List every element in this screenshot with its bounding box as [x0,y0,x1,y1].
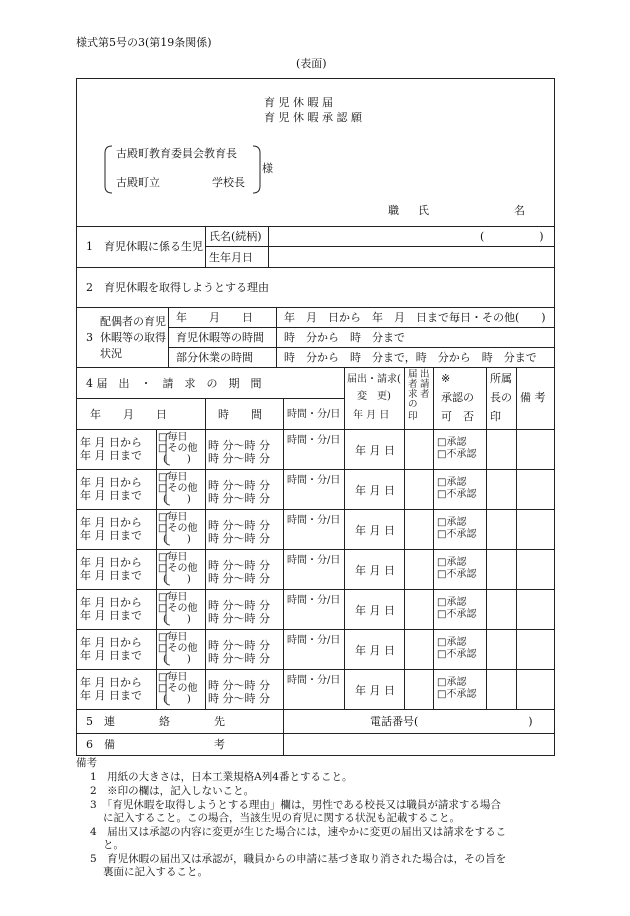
note-4b: と。 [103,839,124,851]
col-seal-2: 出 [420,369,430,380]
request-date: 年 月 日 [355,684,395,697]
time-range-1: 時 分～時 分 [208,639,270,652]
period-to: 年 月 日まで [80,449,142,462]
honorific: 様 [262,162,273,175]
spouse-partial-value: 時 分から 時 分まで，時 分から 時 分まで [284,351,537,364]
reject-checkbox[interactable]: □不承認 [437,689,477,700]
child-name-label: 氏名(続柄) [209,230,262,243]
reject-checkbox[interactable]: □不承認 [437,569,477,580]
other-checkbox[interactable]: □その他 [158,603,198,614]
spouse-section-num: 3 [86,331,93,344]
period-to: 年 月 日まで [80,689,142,702]
time-range-2: 時 分～時 分 [208,692,270,705]
col-head-header-1: 所属 [490,372,512,385]
period-to: 年 月 日まで [80,489,142,502]
other-paren: ( ) [163,614,191,625]
col-request-header-2: 変 更) [357,391,391,402]
spouse-time-label: 育児休暇等の時間 [176,331,264,344]
period-from: 年 月 日から [80,676,142,689]
applicant-position-label: 職 [388,204,399,217]
period-to: 年 月 日まで [80,529,142,542]
time-range-1: 時 分～時 分 [208,559,270,572]
col-head-header-2: 長の [490,391,512,404]
col-time-header: 時 間 [218,408,262,421]
reject-checkbox[interactable]: □不承認 [437,609,477,620]
other-paren: ( ) [163,494,191,505]
approve-checkbox[interactable]: □承認 [437,517,467,528]
reject-checkbox[interactable]: □不承認 [437,489,477,500]
note-5b: 裏面に記入すること。 [103,866,208,878]
addressee-principal: 学校長 [212,176,245,189]
daily-checkbox[interactable]: □毎日 [158,472,188,483]
hours-per-day: 時間・分/日 [287,635,341,646]
request-date: 年 月 日 [355,564,395,577]
applicant-name-suffix: 名 [514,204,525,217]
note-2: 2 ※印の欄は，記入しないこと。 [90,785,255,797]
other-paren: ( ) [163,654,191,665]
col-hours-header: 時間・分/日 [287,409,341,420]
period-header: 4 届 出 ・ 請 求 の 期 間 [86,377,262,390]
col-date-header: 年 月 日 [90,408,167,421]
child-section-label: 1 育児休暇に係る生児 [86,240,203,253]
time-range-1: 時 分～時 分 [208,599,270,612]
approve-checkbox[interactable]: □承認 [437,637,467,648]
request-date: 年 月 日 [355,604,395,617]
approve-checkbox[interactable]: □承認 [437,557,467,568]
time-range-2: 時 分～時 分 [208,532,270,545]
daily-checkbox[interactable]: □毎日 [158,592,188,603]
child-relation-field[interactable]: ( ) [480,230,544,243]
period-from: 年 月 日から [80,516,142,529]
hours-per-day: 時間・分/日 [287,555,341,566]
hours-per-day: 時間・分/日 [287,515,341,526]
period-to: 年 月 日まで [80,649,142,662]
other-paren: ( ) [163,534,191,545]
other-checkbox[interactable]: □その他 [158,563,198,574]
other-paren: ( ) [163,694,191,705]
time-range-1: 時 分～時 分 [208,679,270,692]
time-range-1: 時 分～時 分 [208,519,270,532]
spouse-label-3: 状況 [100,347,122,360]
approve-checkbox[interactable]: □承認 [437,437,467,448]
request-date: 年 月 日 [355,484,395,497]
time-range-1: 時 分～時 分 [208,479,270,492]
period-from: 年 月 日から [80,476,142,489]
period-from: 年 月 日から [80,556,142,569]
spouse-date-label: 年 月 日 [176,311,253,324]
spouse-time-value: 時 分から 時 分まで [284,331,405,344]
note-5a: 5 育児休暇の届出又は承認が，職員からの申請に基づき取り消された場合は，その旨を [90,853,507,865]
other-checkbox[interactable]: □その他 [158,483,198,494]
applicant-name-label: 氏 [418,204,429,217]
form-title-notice: 育 児 休 暇 届 [264,96,333,109]
spouse-label-1: 配偶者の育児 [100,315,166,328]
addressee-school: 古殿町立 [116,176,160,189]
col-seal-7: の [408,399,418,410]
request-date: 年 月 日 [355,524,395,537]
daily-checkbox[interactable]: □毎日 [158,432,188,443]
col-seal-8: 印 [408,411,418,422]
addressee-board: 古殿町教育委員会教育長 [116,147,237,160]
contact-label: 5 連 絡 先 [86,715,225,728]
approval-mark: ※ [441,372,451,385]
request-date: 年 月 日 [355,444,395,457]
hours-per-day: 時間・分/日 [287,675,341,686]
col-approval-header-1: 承認の [441,391,474,404]
phone-field[interactable]: 電話番号( ) [370,715,533,728]
other-paren: ( ) [163,574,191,585]
hours-per-day: 時間・分/日 [287,595,341,606]
col-request-header-1: 届出・請求( [347,374,401,385]
time-range-2: 時 分～時 分 [208,612,270,625]
other-paren: ( ) [163,454,191,465]
daily-checkbox[interactable]: □毎日 [158,632,188,643]
note-3a: 3 「育児休暇を取得しようとする理由」欄は，男性である校長又は職員が請求する場合 [90,799,501,811]
col-seal-4: 請 [420,379,430,390]
col-seal-5: 求 [408,389,418,400]
note-3b: に記入すること。この場合，当該生児の育児に関する状況も記載すること。 [103,812,460,824]
daily-checkbox[interactable]: □毎日 [158,672,188,683]
period-from: 年 月 日から [80,436,142,449]
col-request-header-3: 年 月 日 [353,410,390,421]
time-range-1: 時 分～時 分 [208,439,270,452]
col-seal-6: 者 [420,389,430,400]
spouse-label-2: 休暇等の取得 [100,331,166,344]
col-seal-3: 者 [408,379,418,390]
daily-checkbox[interactable]: □毎日 [158,552,188,563]
daily-checkbox[interactable]: □毎日 [158,512,188,523]
remarks-label: 6 備 考 [86,738,225,751]
child-dob-label: 生年月日 [209,251,253,264]
period-to: 年 月 日まで [80,569,142,582]
form-title-request: 育 児 休 暇 承 認 願 [264,111,362,124]
note-1: 1 用紙の大きさは，日本工業規格A列4番とすること。 [90,771,353,783]
form-id: 様式第5号の3(第19条関係) [76,36,212,49]
reject-checkbox[interactable]: □不承認 [437,449,477,460]
spouse-partial-label: 部分休業の時間 [176,351,253,364]
note-4a: 4 届出又は承認の内容に変更が生じた場合には，速やかに変更の届出又は請求をするこ [90,826,507,838]
period-from: 年 月 日から [80,596,142,609]
other-checkbox[interactable]: □その他 [158,443,198,454]
col-remark-header: 備 考 [520,391,546,404]
other-checkbox[interactable]: □その他 [158,523,198,534]
time-range-2: 時 分～時 分 [208,492,270,505]
form-side-label: (表面) [296,57,327,70]
hours-per-day: 時間・分/日 [287,435,341,446]
period-from: 年 月 日から [80,636,142,649]
request-date: 年 月 日 [355,644,395,657]
reason-label: 2 育児休暇を取得しようとする理由 [86,281,269,294]
time-range-2: 時 分～時 分 [208,452,270,465]
col-approval-header-2: 可 否 [441,410,474,423]
approve-checkbox[interactable]: □承認 [437,677,467,688]
reject-checkbox[interactable]: □不承認 [437,529,477,540]
reject-checkbox[interactable]: □不承認 [437,649,477,660]
approve-checkbox[interactable]: □承認 [437,597,467,608]
col-head-header-3: 印 [490,410,501,423]
notes-heading: 備考 [76,757,97,769]
approve-checkbox[interactable]: □承認 [437,477,467,488]
time-range-2: 時 分～時 分 [208,652,270,665]
other-checkbox[interactable]: □その他 [158,683,198,694]
time-range-2: 時 分～時 分 [208,572,270,585]
hours-per-day: 時間・分/日 [287,475,341,486]
period-to: 年 月 日まで [80,609,142,622]
other-checkbox[interactable]: □その他 [158,643,198,654]
col-seal-1: 届 [408,369,418,380]
spouse-date-value: 年 月 日から 年 月 日まで毎日・その他( ) [284,311,546,324]
